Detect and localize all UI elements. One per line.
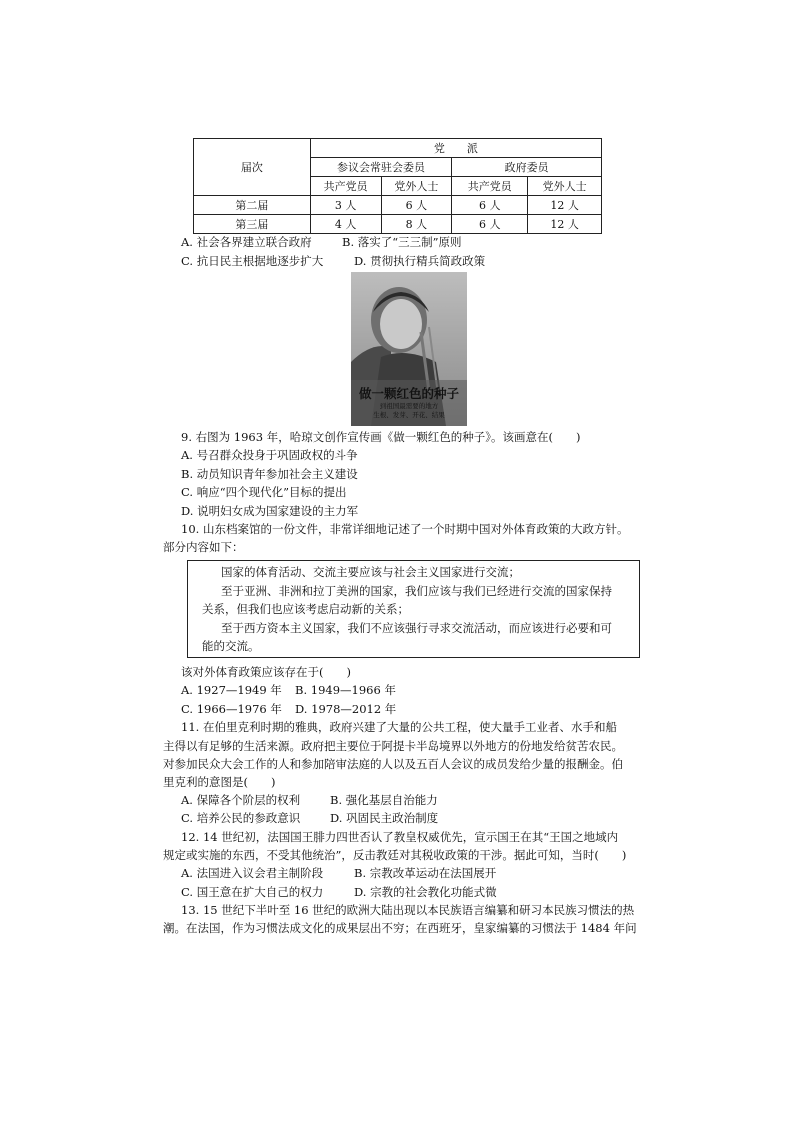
propaganda-poster-image	[351, 272, 467, 426]
q13-stem: 13. 15 世纪下半叶至 16 世纪的欧洲大陆出现以本民族语言编纂和研习本民族习惯法的热	[181, 903, 635, 917]
col-header: 党外人士	[528, 177, 602, 196]
table-cell: 6 人	[452, 215, 528, 234]
group-header: 政府委员	[452, 158, 602, 177]
quote-line: 至于亚洲、非洲和拉丁美洲的国家，我们应该与我们已经进行交流的国家保持	[221, 584, 612, 598]
q11-option-b: B. 强化基层自治能力	[330, 793, 438, 807]
q10-option-a: A. 1927—1949 年	[181, 683, 282, 697]
quote-line: 国家的体育活动、交流主要应该与社会主义国家进行交流；	[221, 565, 520, 579]
col-header: 共产党员	[310, 177, 381, 196]
q13-stem-cont: 潮。在法国，作为习惯法成文化的成果层出不穷；在西班牙，皇家编纂的习惯法于 1484 年问	[163, 921, 637, 935]
quote-line: 至于西方资本主义国家，我们不应该强行寻求交流活动，而应该进行必要和可	[221, 621, 612, 635]
q12-option-c: C. 国王意在扩大自己的权力	[181, 885, 324, 899]
q10-option-c: C. 1966—1976 年	[181, 702, 282, 716]
q11-stem-cont: 主得以有足够的生活来源。政府把主要位于阿提卡半岛境界以外地方的份地发给贫苦农民。	[163, 739, 623, 753]
q11-stem-cont: 对参加民众大会工作的人和参加陪审法庭的人以及五百人会议的成员发给少量的报酬金。伯	[163, 757, 623, 771]
table-cell: 12 人	[528, 215, 602, 234]
q12-option-b: B. 宗教改革运动在法国展开	[354, 866, 497, 880]
q9-stem: 9. 右图为 1963 年，哈琼文创作宣传画《做一颗红色的种子》。该画意在( )	[181, 430, 581, 444]
q11-option-c: C. 培养公民的参政意识	[181, 811, 301, 825]
col-header: 党外人士	[381, 177, 452, 196]
q11-stem: 11. 在伯里克利时期的雅典，政府兴建了大量的公共工程，使大量手工业者、水手和船	[181, 720, 617, 734]
table-cell: 8 人	[381, 215, 452, 234]
table-cell: 3 人	[310, 196, 381, 215]
quote-line: 能的交流。	[202, 639, 260, 653]
q10-option-b: B. 1949—1966 年	[295, 683, 396, 697]
q9-option-c: C. 响应“四个现代化”目标的提出	[181, 485, 347, 499]
poster-line1: 到祖国最需要的地方	[379, 402, 439, 410]
poster-title: 做一颗红色的种子	[358, 386, 459, 401]
q12-stem-cont: 规定或实施的东西，不受其他统治”，反击教廷对其税收政策的干涉。据此可知，当时( )	[163, 848, 627, 862]
q9-option-d: D. 说明妇女成为国家建设的主力军	[181, 504, 359, 518]
q12-stem: 12. 14 世纪初，法国国王腓力四世否认了教皇权威优先，宣示国王在其“王国之地域内	[181, 830, 619, 844]
q11-option-a: A. 保障各个阶层的权利	[181, 793, 301, 807]
table-row	[194, 196, 602, 215]
table-cell: 6 人	[381, 196, 452, 215]
q12-option-a: A. 法国进入议会君主制阶段	[181, 866, 324, 880]
q10-stem-cont: 部分内容如下：	[163, 540, 244, 554]
q10-stem: 10. 山东档案馆的一份文件，非常详细地记述了一个时期中国对外体育政策的大政方针。	[181, 522, 629, 536]
party-header: 党 派	[310, 139, 601, 158]
table-cell: 12 人	[528, 196, 602, 215]
q9-option-b: B. 动员知识青年参加社会主义建设	[181, 467, 358, 481]
quote-line: 关系，但我们也应该考虑启动新的关系；	[202, 602, 409, 616]
col-header: 共产党员	[452, 177, 528, 196]
q10-ask: 该对外体育政策应该存在于( )	[181, 665, 351, 679]
q10-option-d: D. 1978—2012 年	[295, 702, 397, 716]
q8-option-b: B. 落实了“三三制”原则	[342, 235, 462, 249]
q8-option-d: D. 贯彻执行精兵简政政策	[354, 254, 486, 268]
table-cell: 4 人	[310, 215, 381, 234]
q8-option-c: C. 抗日民主根据地逐步扩大	[181, 254, 324, 268]
q9-option-a: A. 号召群众投身于巩固政权的斗争	[181, 448, 358, 462]
party-table	[193, 138, 602, 234]
group-header: 参议会常驻会委员	[310, 158, 452, 177]
q11-option-d: D. 巩固民主政治制度	[330, 811, 439, 825]
q8-option-a: A. 社会各界建立联合政府	[181, 235, 312, 249]
row-label: 第二届	[194, 196, 311, 215]
q11-stem-cont: 里克利的意图是( )	[163, 775, 276, 789]
table-cell: 6 人	[452, 196, 528, 215]
q12-option-d: D. 宗教的社会教化功能式微	[354, 885, 497, 899]
poster-line2: 生根、发芽、开花、结果	[373, 411, 445, 419]
q10-quote-box	[187, 560, 640, 658]
session-header: 届次	[194, 139, 311, 196]
row-label: 第三届	[194, 215, 311, 234]
table-row	[194, 215, 602, 234]
